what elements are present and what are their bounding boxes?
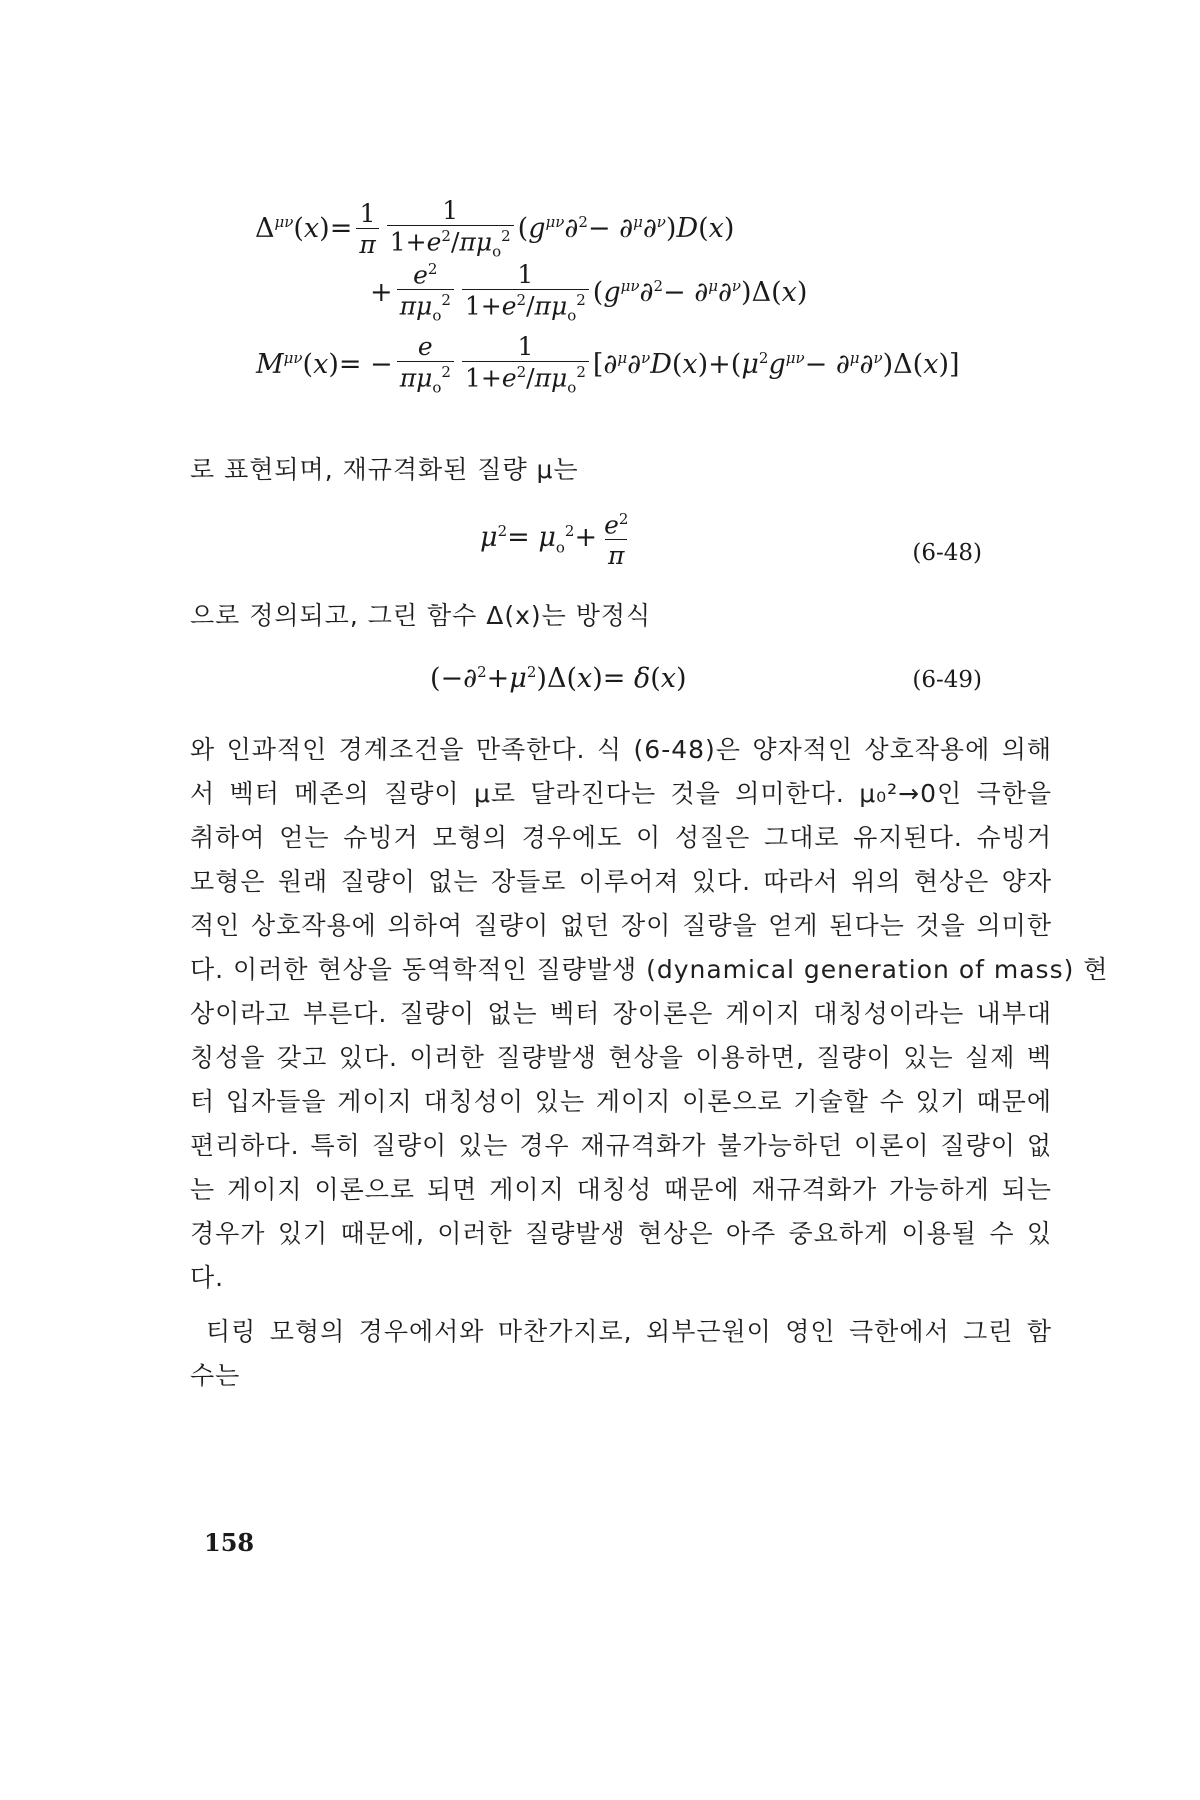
text-line: 로 표현되며, 재규격화된 질량 μ는: [190, 455, 579, 484]
equation-delta-line-1: $\Delta^{\mu\nu}(x)=$ $\frac{1}{\pi}$ $\frac{1}{1+e^2/\pi\mu_o^2}$ $(g^{\mu\nu}\partial^2- \partial^\mu\partial^\nu)D(x)$: [255, 196, 735, 261]
text-line: 편리하다. 특히 질량이 있는 경우 재규격화가 불가능하던 이론이 질량이 없: [190, 1131, 1052, 1160]
text-line: 적인 상호작용에 의하여 질량이 없던 장이 질량을 얻게 된다는 것을 의미한: [190, 911, 1052, 940]
text-line: 다.: [190, 1263, 225, 1292]
equation-number-6-49: (6-49): [912, 667, 982, 693]
equation-number-6-48: (6-48): [912, 540, 982, 566]
text-line: 상이라고 부른다. 질량이 없는 벡터 장이론은 게이지 대칭성이라는 내부대: [190, 999, 1052, 1028]
equation-6-49: $(-\partial^2+\mu^2)\Delta(x)= \delta(x)$: [430, 663, 687, 694]
page-number: 158: [204, 1528, 255, 1557]
text-line-after-delta: [190, 448, 1050, 492]
text-line-after-6-48: [190, 594, 1050, 638]
equation-delta-line-2: + $\frac{e^2}{\pi\mu_o^2}$ $\frac{1}{1+e^2/\pi\mu_o^2}$ $(g^{\mu\nu}\partial^2- \partial^\mu\partial^\nu)\Delta(x)$: [370, 260, 808, 325]
paragraph-2: [190, 1310, 1052, 1398]
text-line: 수는: [190, 1361, 241, 1390]
equation-6-48: $\mu^2= \mu_o^2+$ $\frac{e^2}{\pi}$: [480, 510, 629, 571]
paragraph-1: [190, 728, 1109, 1300]
text-line: 으로 정의되고, 그린 함수 Δ(x)는 방정식: [190, 601, 652, 630]
text-line: 다. 이러한 현상을 동역학적인 질량발생 (dynamical generation of mass) 현: [190, 955, 1109, 984]
text-line: 모형은 원래 질량이 없는 장들로 이루어져 있다. 따라서 위의 현상은 양자: [190, 867, 1052, 896]
text-line: 경우가 있기 때문에, 이러한 질량발생 현상은 아주 중요하게 이용될 수 있: [190, 1219, 1052, 1248]
text-line: 티링 모형의 경우에서와 마찬가지로, 외부근원이 영인 극한에서 그린 함: [206, 1317, 1052, 1346]
equation-m: $M^{\mu\nu}(x)=$ − $\frac{e}{\pi\mu_o^2}$ $\frac{1}{1+e^2/\pi\mu_o^2}$ $[\partial^\mu\partial^\nu D(x)+(\mu^2g^{\mu\nu}- \partial^\mu\partial^\nu)\Delta(x)]$: [256, 332, 960, 397]
text-line: 터 입자들을 게이지 대칭성이 있는 게이지 이론으로 기술할 수 있기 때문에: [190, 1087, 1052, 1116]
text-line: 는 게이지 이론으로 되면 게이지 대칭성 때문에 재규격화가 가능하게 되는: [190, 1175, 1052, 1204]
text-line: 취하여 얻는 슈빙거 모형의 경우에도 이 성질은 그대로 유지된다. 슈빙거: [190, 823, 1052, 852]
text-line: 칭성을 갖고 있다. 이러한 질량발생 현상을 이용하면, 질량이 있는 실제 벡: [190, 1043, 1052, 1072]
text-line: 서 벡터 메존의 질량이 μ로 달라진다는 것을 의미한다. μ₀²→0인 극한을: [190, 779, 1052, 808]
text-line: 와 인과적인 경계조건을 만족한다. 식 (6-48)은 양자적인 상호작용에 의해: [190, 735, 1052, 764]
